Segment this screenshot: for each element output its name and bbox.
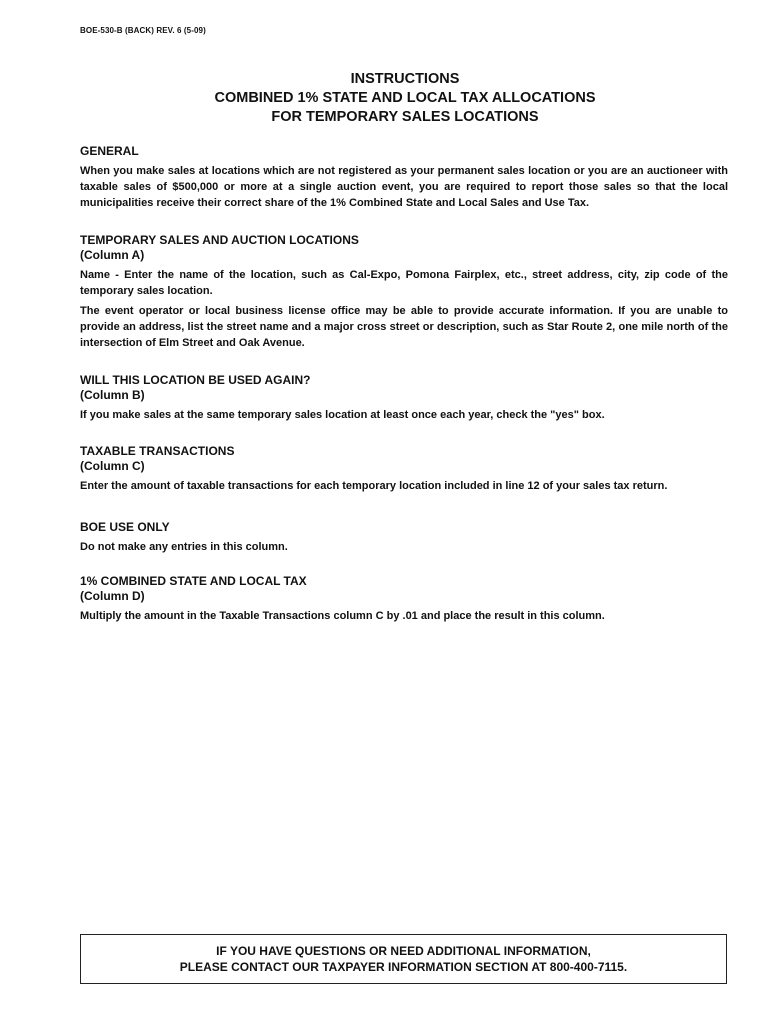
title-line-2: COMBINED 1% STATE AND LOCAL TAX ALLOCATIONS bbox=[214, 90, 596, 106]
section-heading-column-d: 1% COMBINED STATE AND LOCAL TAX bbox=[80, 574, 307, 588]
section-column-d bbox=[80, 574, 728, 628]
column-a-paragraph-1: Name - Enter the name of the location, such as Cal-Expo, Pomona Fairplex, etc., street address, city, zip code of the temporary sales location. bbox=[80, 269, 728, 297]
column-d-label: (Column D) bbox=[80, 589, 145, 603]
section-heading-column-b: WILL THIS LOCATION BE USED AGAIN? bbox=[80, 373, 311, 387]
boe-use-paragraph: Do not make any entries in this column. bbox=[80, 541, 288, 553]
section-heading-column-c: TAXABLE TRANSACTIONS bbox=[80, 444, 235, 458]
section-heading-column-a: TEMPORARY SALES AND AUCTION LOCATIONS bbox=[80, 233, 359, 247]
column-b-label: (Column B) bbox=[80, 388, 145, 402]
section-column-c bbox=[80, 444, 728, 498]
section-column-a bbox=[80, 233, 728, 355]
column-a-label: (Column A) bbox=[80, 248, 145, 262]
column-a-paragraph-2: The event operator or local business license office may be able to provide accurate information. If you are unable to provide an address, list the street name and a major cross street or description, such as Star Route 2, one mile north of the intersection of Elm Street and Oak Avenue. bbox=[80, 305, 728, 349]
column-b-paragraph: If you make sales at the same temporary sales location at least once each year, check the "yes" box. bbox=[80, 409, 605, 421]
section-boe-use-only bbox=[80, 520, 728, 559]
section-column-b bbox=[80, 373, 728, 427]
general-paragraph: When you make sales at locations which are not registered as your permanent sales location or you are an auctioneer with taxable sales of $500,000 or more at a single auction event, you are required to report those sales so that the local municipalities receive their correct share of the 1% Combined State and Local Sales and Use Tax. bbox=[80, 165, 728, 209]
document-title bbox=[80, 70, 730, 127]
column-c-label: (Column C) bbox=[80, 459, 145, 473]
contact-info-box bbox=[80, 934, 727, 984]
column-c-paragraph: Enter the amount of taxable transactions for each temporary location included in line 12 of your sales tax return. bbox=[80, 480, 668, 492]
form-identifier: BOE-530-B (BACK) REV. 6 (5-09) bbox=[80, 26, 206, 35]
title-line-1: INSTRUCTIONS bbox=[350, 71, 460, 87]
contact-line-1: IF YOU HAVE QUESTIONS OR NEED ADDITIONAL INFORMATION, bbox=[216, 944, 591, 958]
section-general bbox=[80, 144, 728, 215]
section-heading-general: GENERAL bbox=[80, 144, 139, 158]
contact-line-2: PLEASE CONTACT OUR TAXPAYER INFORMATION SECTION AT 800-400-7115. bbox=[179, 960, 628, 974]
section-heading-boe-use: BOE USE ONLY bbox=[80, 520, 170, 534]
title-line-3: FOR TEMPORARY SALES LOCATIONS bbox=[271, 109, 539, 125]
column-d-paragraph: Multiply the amount in the Taxable Transactions column C by .01 and place the result in this column. bbox=[80, 610, 605, 622]
